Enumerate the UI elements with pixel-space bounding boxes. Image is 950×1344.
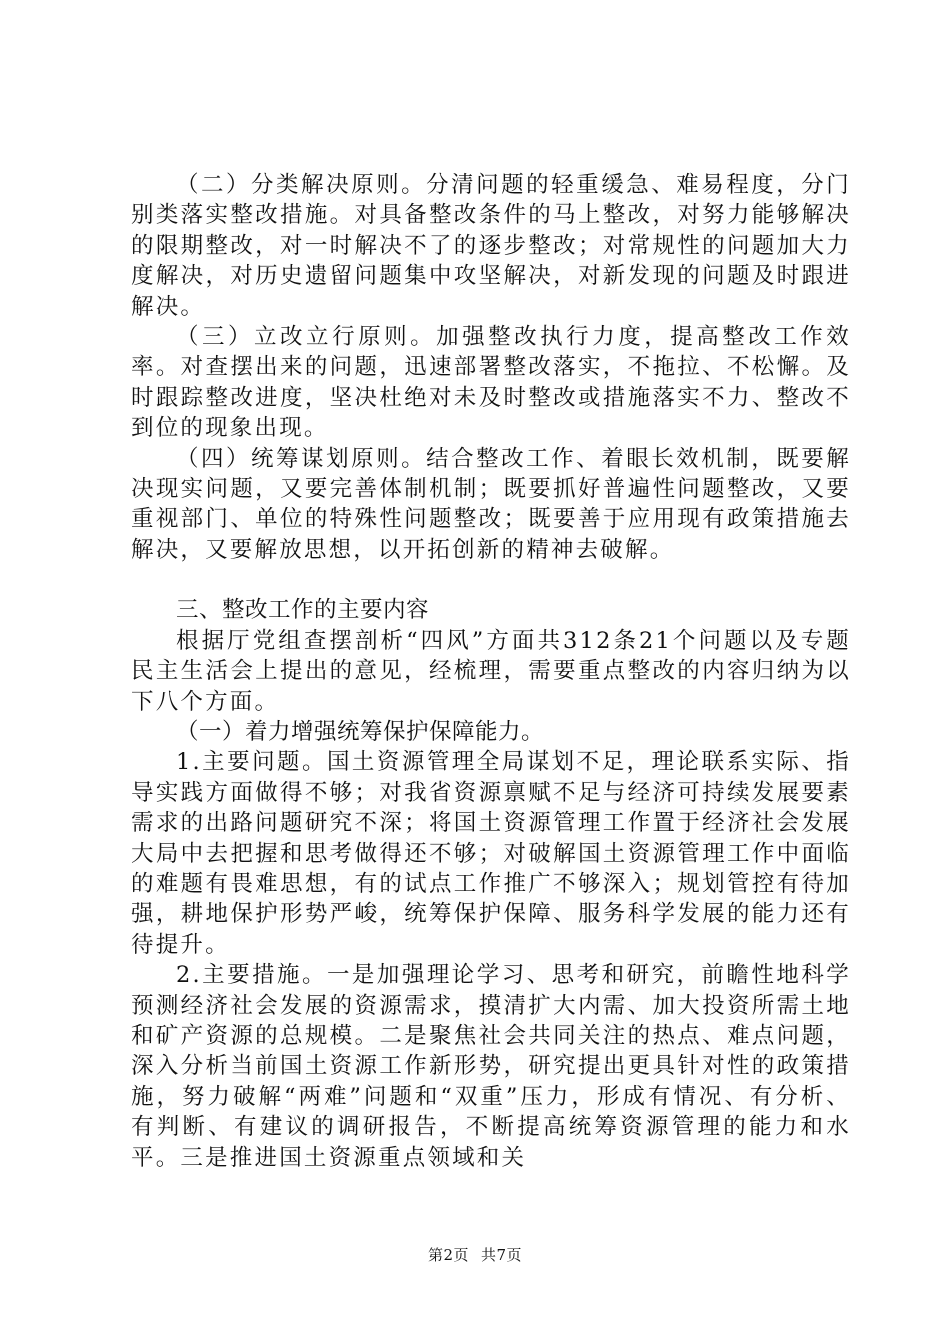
page-total: 共7页 <box>481 1246 523 1264</box>
paragraph-principle-3: （三）立改立行原则。加强整改执行力度，提高整改工作效率。对查摆出来的问题，迅速部署整改落实，不拖拉、不松懈。及时跟踪整改进度，坚决杜绝对未及时整改或措施落实不力、整改不到位的现象出现。 <box>131 324 851 442</box>
subsection-heading-1: （一）着力增强统筹保护保障能力。 <box>176 718 545 745</box>
section-heading-main-content: 三、整改工作的主要内容 <box>176 597 430 624</box>
paragraph-principle-2: （二）分类解决原则。分清问题的轻重缓急、难易程度，分门别类落实整改措施。对具备整改条件的马上整改，对努力能够解决的限期整改，对一时解决不了的逐步整改；对常规性的问题加大力度解决，对历史遗留问题集中攻坚解决，对新发现的问题及时跟进解决。 <box>131 172 851 320</box>
page-number: 第2页 <box>427 1246 469 1264</box>
document-body <box>131 170 851 1173</box>
page-footer <box>0 1244 950 1265</box>
paragraph-section-intro: 根据厅党组查摆剖析“四风”方面共312条21个问题以及专题民主生活会上提出的意见，经梳理，需要重点整改的内容归纳为以下八个方面。 <box>131 627 851 715</box>
paragraph-principle-4: （四）统筹谋划原则。结合整改工作、着眼长效机制，既要解决现实问题，又要完善体制机制；既要抓好普遍性问题整改，又要重视部门、单位的特殊性问题整改；既要善于应用现有政策措施去解决，又要解放思想，以开拓创新的精神去破解。 <box>131 445 851 563</box>
paragraph-main-problems: 1.主要问题。国土资源管理全局谋划不足，理论联系实际、指导实践方面做得不够；对我省资源禀赋不足与经济可持续发展要素需求的出路问题研究不深；将国土资源管理工作置于经济社会发展大局中去把握和思考做得还不够；对破解国土资源管理工作中面临的难题有畏难思想，有的试点工作推广不够深入；规划管控有待加强，耕地保护形势严峻，统筹保护保障、服务科学发展的能力还有待提升。 <box>131 749 851 958</box>
paragraph-main-measures: 2.主要措施。一是加强理论学习、思考和研究，前瞻性地科学预测经济社会发展的资源需求，摸清扩大内需、加大投资所需土地和矿产资源的总规模。二是聚焦社会共同关注的热点、难点问题，深入分析当前国土资源工作新形势，研究提出更具针对性的政策措施，努力破解“两难”问题和“双重”压力，形成有情况、有分析、有判断、有建议的调研报告，不断提高统筹资源管理的能力和水平。三是推进国土资源重点领域和关 <box>131 962 851 1171</box>
